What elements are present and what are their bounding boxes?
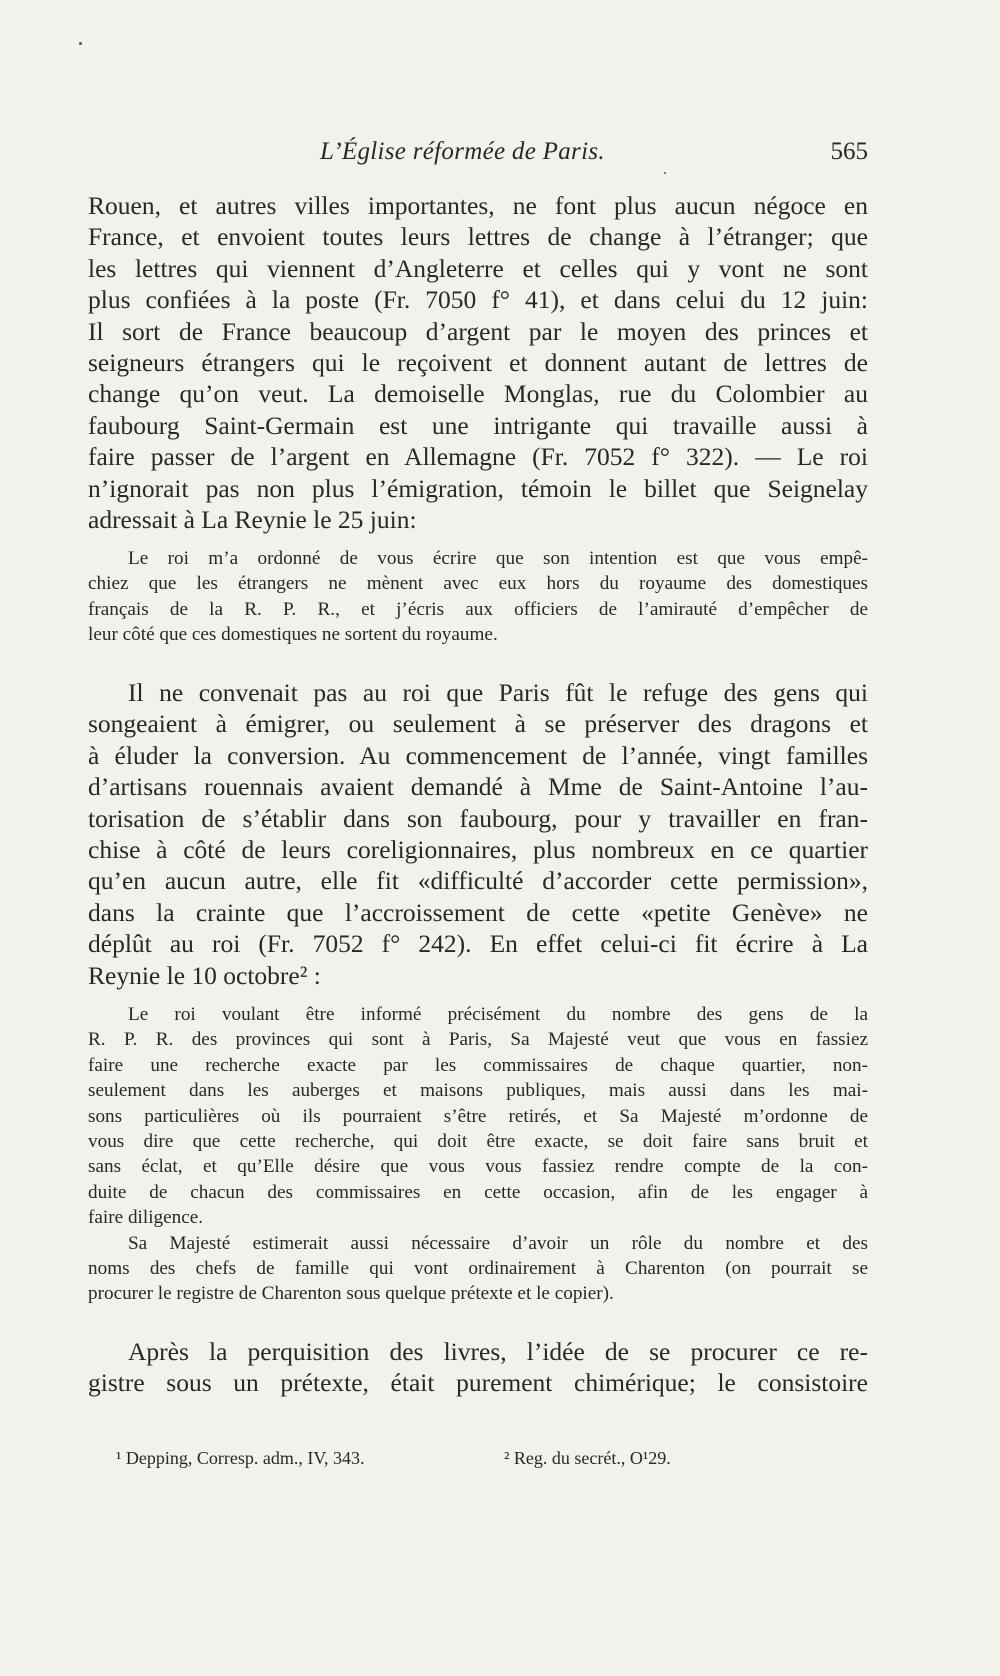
quote-line: Le roi m’a ordonné de vous écrire que son intention est que vous empê- [128, 548, 868, 569]
text-line: Reynie le 10 octobre² : [88, 960, 321, 990]
text-line: faubourg Saint-Germain est une intrigante qui travaille aussi à [88, 410, 868, 440]
text-line: seigneurs étrangers qui le reçoivent et donnent autant de lettres de [88, 347, 868, 377]
text-line: d’artisans rouennais avaient demandé à Mme de Saint-Antoine l’au- [88, 772, 868, 802]
quote-line: vous dire que cette recherche, qui doit être exacte, se doit faire sans bruit et [88, 1130, 868, 1152]
quote-line: faire diligence. [88, 1207, 204, 1229]
text-line: Rouen, et autres villes importantes, ne font plus aucun négoce en [88, 191, 868, 220]
text-line: France, et envoient toutes leurs lettres de change à l’étranger; que [88, 222, 868, 252]
text-line: n’ignorait pas non plus l’émigration, témoin le billet que Seignelay [88, 473, 868, 503]
quote-line: sans éclat, et qu’Elle désire que vous vous fassiez rendre compte de la con- [88, 1156, 868, 1178]
paragraph-3 [88, 1336, 868, 1399]
quote-line: français de la R. P. R., et j’écris aux officiers de l’amirauté d’empêcher de [88, 598, 868, 620]
text-line: à éluder la conversion. Au commencement de l’année, vingt familles [88, 740, 868, 770]
quote-line: leur côté que ces domestiques ne sortent du royaume. [88, 624, 498, 646]
footnotes [88, 1448, 868, 1478]
running-header [88, 138, 868, 178]
text-line: faire passer de l’argent en Allemagne (Fr. 7052 f° 322). — Le roi [88, 442, 868, 472]
running-title: L’Église réformée de Paris. [320, 138, 605, 165]
quote-line: Sa Majesté estimerait aussi nécessaire d’avoir un rôle du nombre et des [128, 1232, 868, 1254]
quote-line: duite de chacun des commissaires en cette occasion, afin de les engager à [88, 1181, 868, 1203]
text-line: Après la perquisition des livres, l’idée de se procurer ce re- [128, 1337, 868, 1366]
quote-line: chiez que les étrangers ne mènent avec eux hors du royaume des domestiques [88, 573, 868, 595]
text-line: songeaient à émigrer, ou seulement à se préserver des dragons et [88, 709, 868, 739]
footnote-1: ¹ Depping, Corresp. adm., IV, 343. [116, 1448, 365, 1468]
text-line: Il sort de France beaucoup d’argent par le moyen des princes et [88, 316, 868, 346]
quote-line: Le roi voulant être informé précisément du nombre des gens de la [128, 1004, 868, 1025]
text-line: qu’en aucun autre, elle fit «difficulté d’accorder cette permission», [88, 866, 868, 896]
text-line: change qu’on veut. La demoiselle Monglas, rue du Colombier au [88, 379, 868, 409]
footnote-2: ² Reg. du secrét., O¹29. [504, 1448, 671, 1468]
page-number: 565 [830, 138, 868, 165]
text-line: plus confiées à la poste (Fr. 7050 f° 41), et dans celui du 12 juin: [88, 285, 868, 315]
quotation-2 [88, 1002, 868, 1307]
paper-speck [79, 42, 82, 45]
quote-line: noms des chefs de famille qui vont ordinairement à Charenton (on pourrait se [88, 1257, 868, 1279]
text-line: gistre sous un prétexte, était purement chimérique; le consistoire [88, 1368, 868, 1398]
text-line: chise à côté de leurs coreligionnaires, plus nombreux en ce quartier [88, 834, 868, 864]
text-line: adressait à La Reynie le 25 juin: [88, 504, 417, 534]
text-line: déplût au roi (Fr. 7052 f° 242). En effet celui-ci fit écrire à La [88, 929, 868, 959]
text-line: les lettres qui viennent d’Angleterre et celles qui y vont ne sont [88, 253, 868, 283]
text-line: dans la crainte que l’accroissement de cette «petite Genève» ne [88, 897, 868, 927]
paragraph-2 [88, 677, 868, 991]
quote-line: procurer le registre de Charenton sous quelque prétexte et le copier). [88, 1283, 614, 1305]
quote-line: faire une recherche exacte par les commissaires de chaque quartier, non- [88, 1054, 868, 1076]
quote-line: sons particulières où ils pourraient s’être retirés, et Sa Majesté m’ordonne de [88, 1105, 868, 1127]
quote-line: seulement dans les auberges et maisons publiques, mais aussi dans les mai- [88, 1080, 868, 1102]
quote-line: R. P. R. des provinces qui sont à Paris, Sa Majesté veut que vous en fassiez [88, 1029, 868, 1051]
text-line: torisation de s’établir dans son faubourg, pour y travailler en fran- [88, 803, 868, 833]
text-line: Il ne convenait pas au roi que Paris fût le refuge des gens qui [128, 678, 868, 707]
paragraph-1 [88, 190, 868, 535]
quotation-1 [88, 546, 868, 648]
